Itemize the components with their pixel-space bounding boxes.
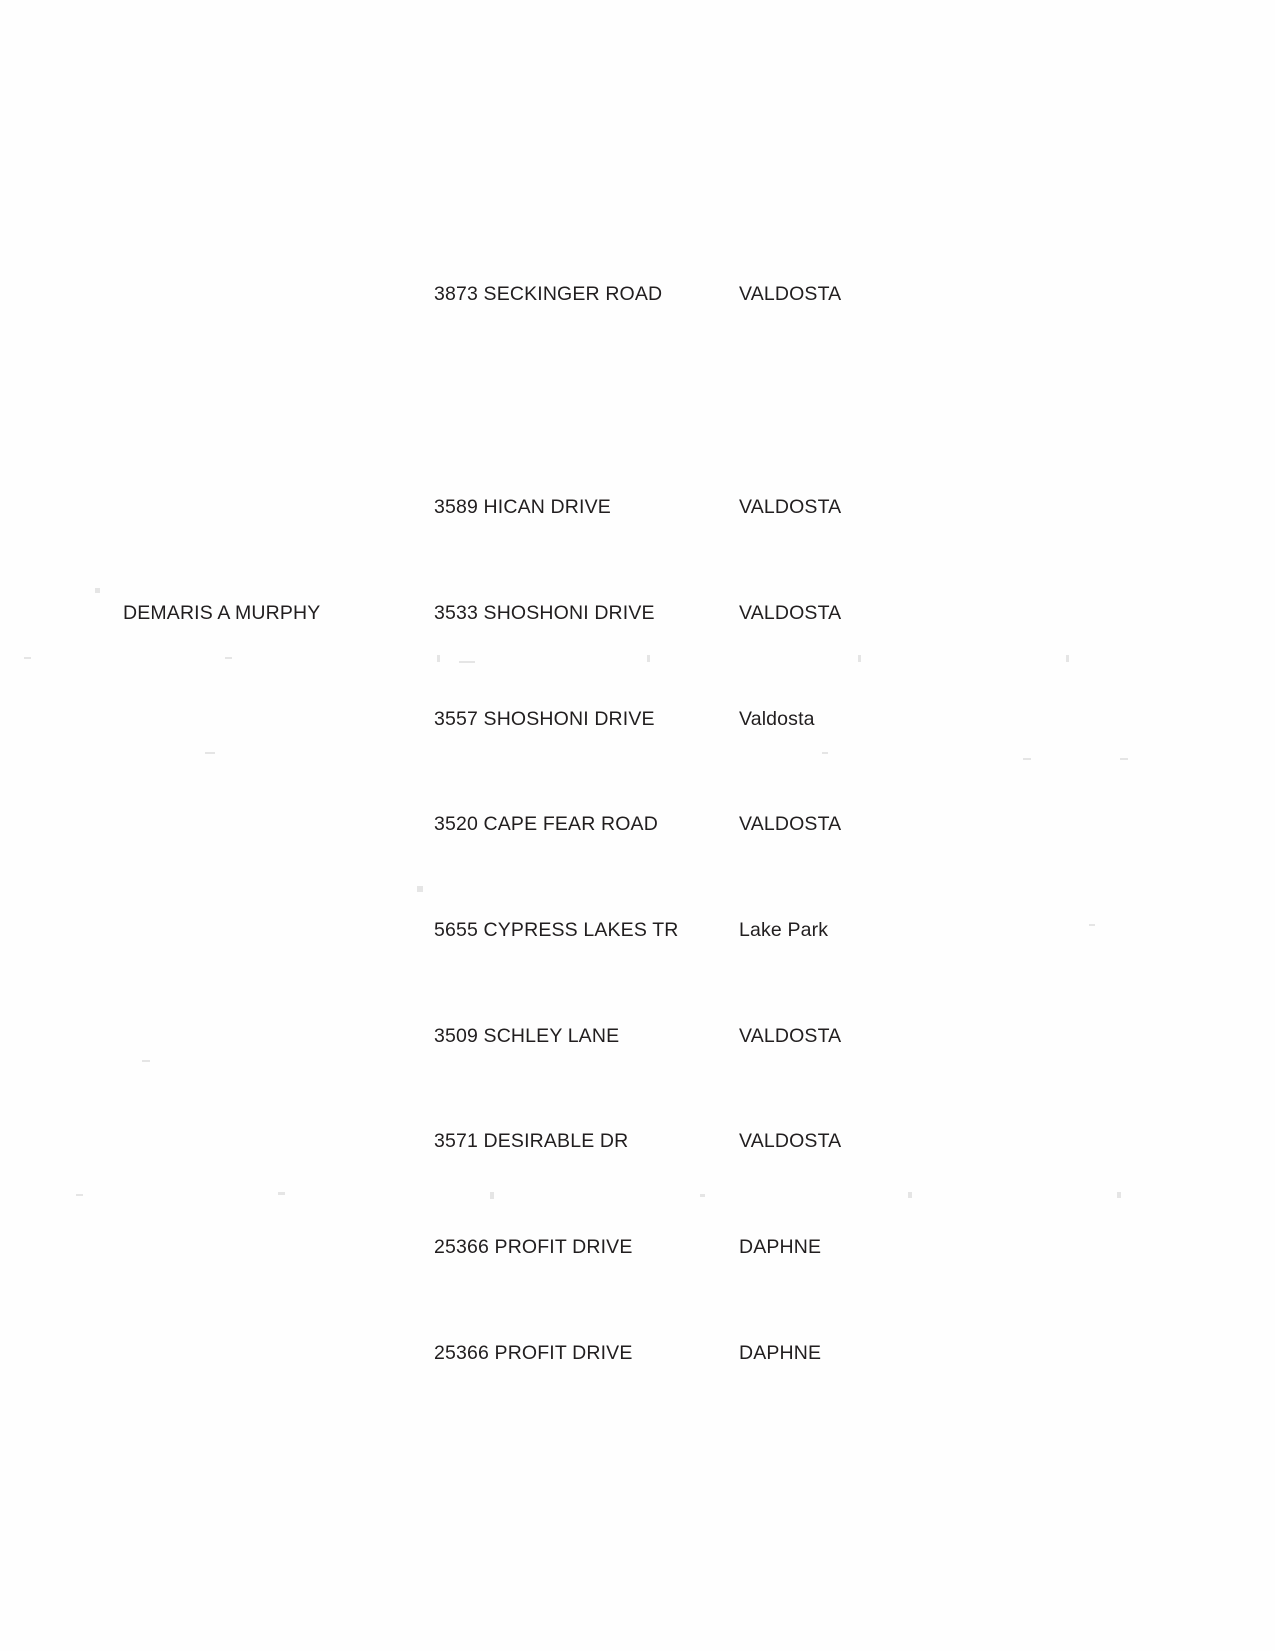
record-city: VALDOSTA [739, 1130, 842, 1152]
list-item [0, 598, 1275, 628]
record-address: 25366 PROFIT DRIVE [434, 1342, 633, 1364]
record-city: VALDOSTA [739, 283, 842, 305]
scan-artifact [1023, 758, 1031, 760]
record-city: VALDOSTA [739, 496, 842, 518]
record-address: 5655 CYPRESS LAKES TR [434, 919, 679, 941]
record-address: 3589 HICAN DRIVE [434, 496, 611, 518]
scan-artifact [490, 1192, 494, 1199]
list-item [0, 1338, 1275, 1368]
scan-artifact [1066, 655, 1069, 662]
record-city: VALDOSTA [739, 813, 842, 835]
record-address: 25366 PROFIT DRIVE [434, 1236, 633, 1258]
scan-artifact [459, 661, 475, 663]
scan-artifact [205, 752, 215, 754]
scan-artifact [908, 1192, 912, 1198]
scan-artifact [1120, 758, 1128, 760]
scan-artifact [417, 886, 423, 892]
record-address: 3520 CAPE FEAR ROAD [434, 813, 658, 835]
list-item [0, 279, 1275, 309]
scan-artifact [142, 1060, 150, 1062]
record-city: VALDOSTA [739, 1025, 842, 1047]
list-item [0, 492, 1275, 522]
record-city: DAPHNE [739, 1342, 822, 1364]
scan-artifact [437, 655, 440, 662]
list-item [0, 1021, 1275, 1051]
record-city: DAPHNE [739, 1236, 822, 1258]
scan-artifact [700, 1194, 705, 1197]
list-item [0, 1232, 1275, 1262]
record-city: Valdosta [739, 708, 815, 730]
record-address: 3873 SECKINGER ROAD [434, 283, 663, 305]
scan-artifact [822, 752, 828, 754]
scan-artifact [278, 1192, 285, 1195]
record-city: Lake Park [739, 919, 829, 941]
record-address: 3557 SHOSHONI DRIVE [434, 708, 655, 730]
list-item [0, 915, 1275, 945]
list-item [0, 704, 1275, 734]
list-item [0, 809, 1275, 839]
record-city: VALDOSTA [739, 602, 842, 624]
scan-artifact [1117, 1192, 1121, 1198]
scan-artifact [647, 655, 650, 662]
record-address: 3571 DESIRABLE DR [434, 1130, 629, 1152]
scan-artifact [24, 657, 31, 659]
record-address: 3533 SHOSHONI DRIVE [434, 602, 655, 624]
scan-artifact [95, 588, 100, 593]
scan-artifact [76, 1194, 83, 1196]
record-name: DEMARIS A MURPHY [123, 602, 321, 624]
scan-artifact [858, 655, 861, 662]
record-address: 3509 SCHLEY LANE [434, 1025, 620, 1047]
list-item [0, 1126, 1275, 1156]
scan-artifact [225, 657, 232, 659]
